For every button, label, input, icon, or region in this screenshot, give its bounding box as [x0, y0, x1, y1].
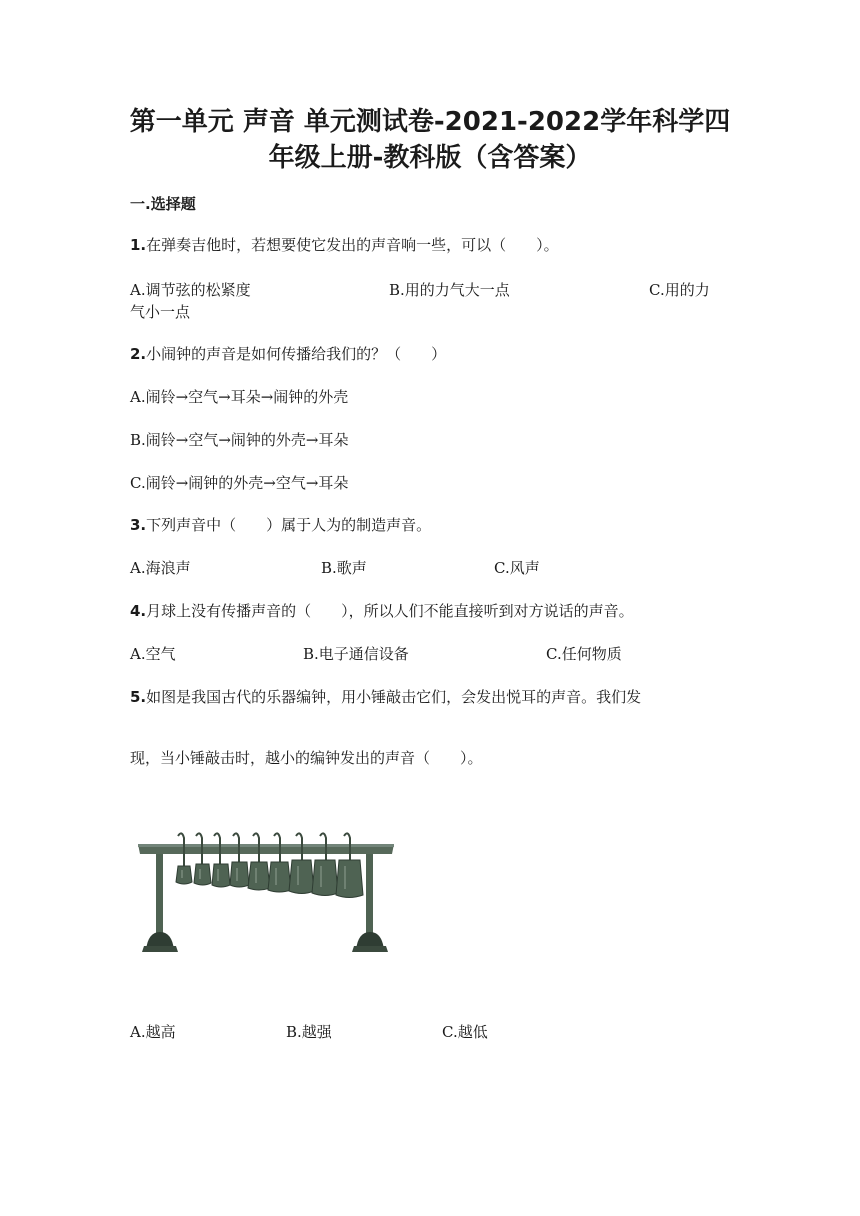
question-4 — [130, 601, 634, 621]
question-number: 4. — [130, 602, 147, 620]
question-text-line-2: 现，当小锤敲击时，越小的编钟发出的声音（ ）。 — [130, 749, 483, 767]
section-heading: 一.选择题 — [130, 195, 196, 213]
bianzhong-bells-icon — [136, 828, 398, 958]
q2-option-a[interactable]: A.闹铃→空气→耳朵→闹钟的外壳 — [130, 388, 349, 406]
question-5-continued — [130, 748, 483, 768]
question-text: 下列声音中（ ）属于人为的制造声音。 — [146, 516, 432, 534]
q4-option-b[interactable]: B.电子通信设备 — [303, 645, 409, 663]
question-5 — [130, 687, 641, 707]
question-3 — [130, 515, 431, 535]
q3-option-c[interactable]: C.风声 — [494, 559, 540, 577]
q5-option-a[interactable]: A.越高 — [130, 1023, 176, 1041]
question-number: 2. — [130, 345, 147, 363]
question-text: 在弹奏吉他时，若想要使它发出的声音响一些，可以（ ）。 — [146, 236, 559, 254]
q3-option-a[interactable]: A.海浪声 — [130, 559, 191, 577]
title-line-1: 第一单元 声音 单元测试卷-2021-2022学年科学四 — [129, 107, 731, 137]
question-2 — [130, 344, 446, 364]
question-number: 1. — [130, 236, 147, 254]
q2-option-b[interactable]: B.闹铃→空气→闹钟的外壳→耳朵 — [130, 431, 349, 449]
q5-option-c[interactable]: C.越低 — [442, 1023, 488, 1041]
question-number: 5. — [130, 688, 147, 706]
q4-option-c[interactable]: C.任何物质 — [546, 645, 622, 663]
question-text: 小闹钟的声音是如何传播给我们的？（ ） — [146, 345, 447, 363]
question-number: 3. — [130, 516, 147, 534]
q1-option-c-continued: 气小一点 — [130, 303, 191, 321]
q1-option-c[interactable]: C.用的力 — [649, 281, 710, 299]
q3-option-b[interactable]: B.歌声 — [321, 559, 367, 577]
q4-option-a[interactable]: A.空气 — [130, 645, 176, 663]
q1-option-b[interactable]: B.用的力气大一点 — [389, 281, 510, 299]
page-title — [110, 104, 750, 176]
title-line-2: 年级上册-教科版（含答案） — [268, 143, 592, 173]
q2-option-c[interactable]: C.闹铃→闹钟的外壳→空气→耳朵 — [130, 474, 349, 492]
q5-option-b[interactable]: B.越强 — [286, 1023, 332, 1041]
question-text: 月球上没有传播声音的（ ），所以人们不能直接听到对方说话的声音。 — [146, 602, 634, 620]
q1-option-a[interactable]: A.调节弦的松紧度 — [130, 281, 251, 299]
question-text-line-1: 如图是我国古代的乐器编钟，用小锤敲击它们，会发出悦耳的声音。我们发 — [146, 688, 642, 706]
question-1 — [130, 235, 559, 255]
